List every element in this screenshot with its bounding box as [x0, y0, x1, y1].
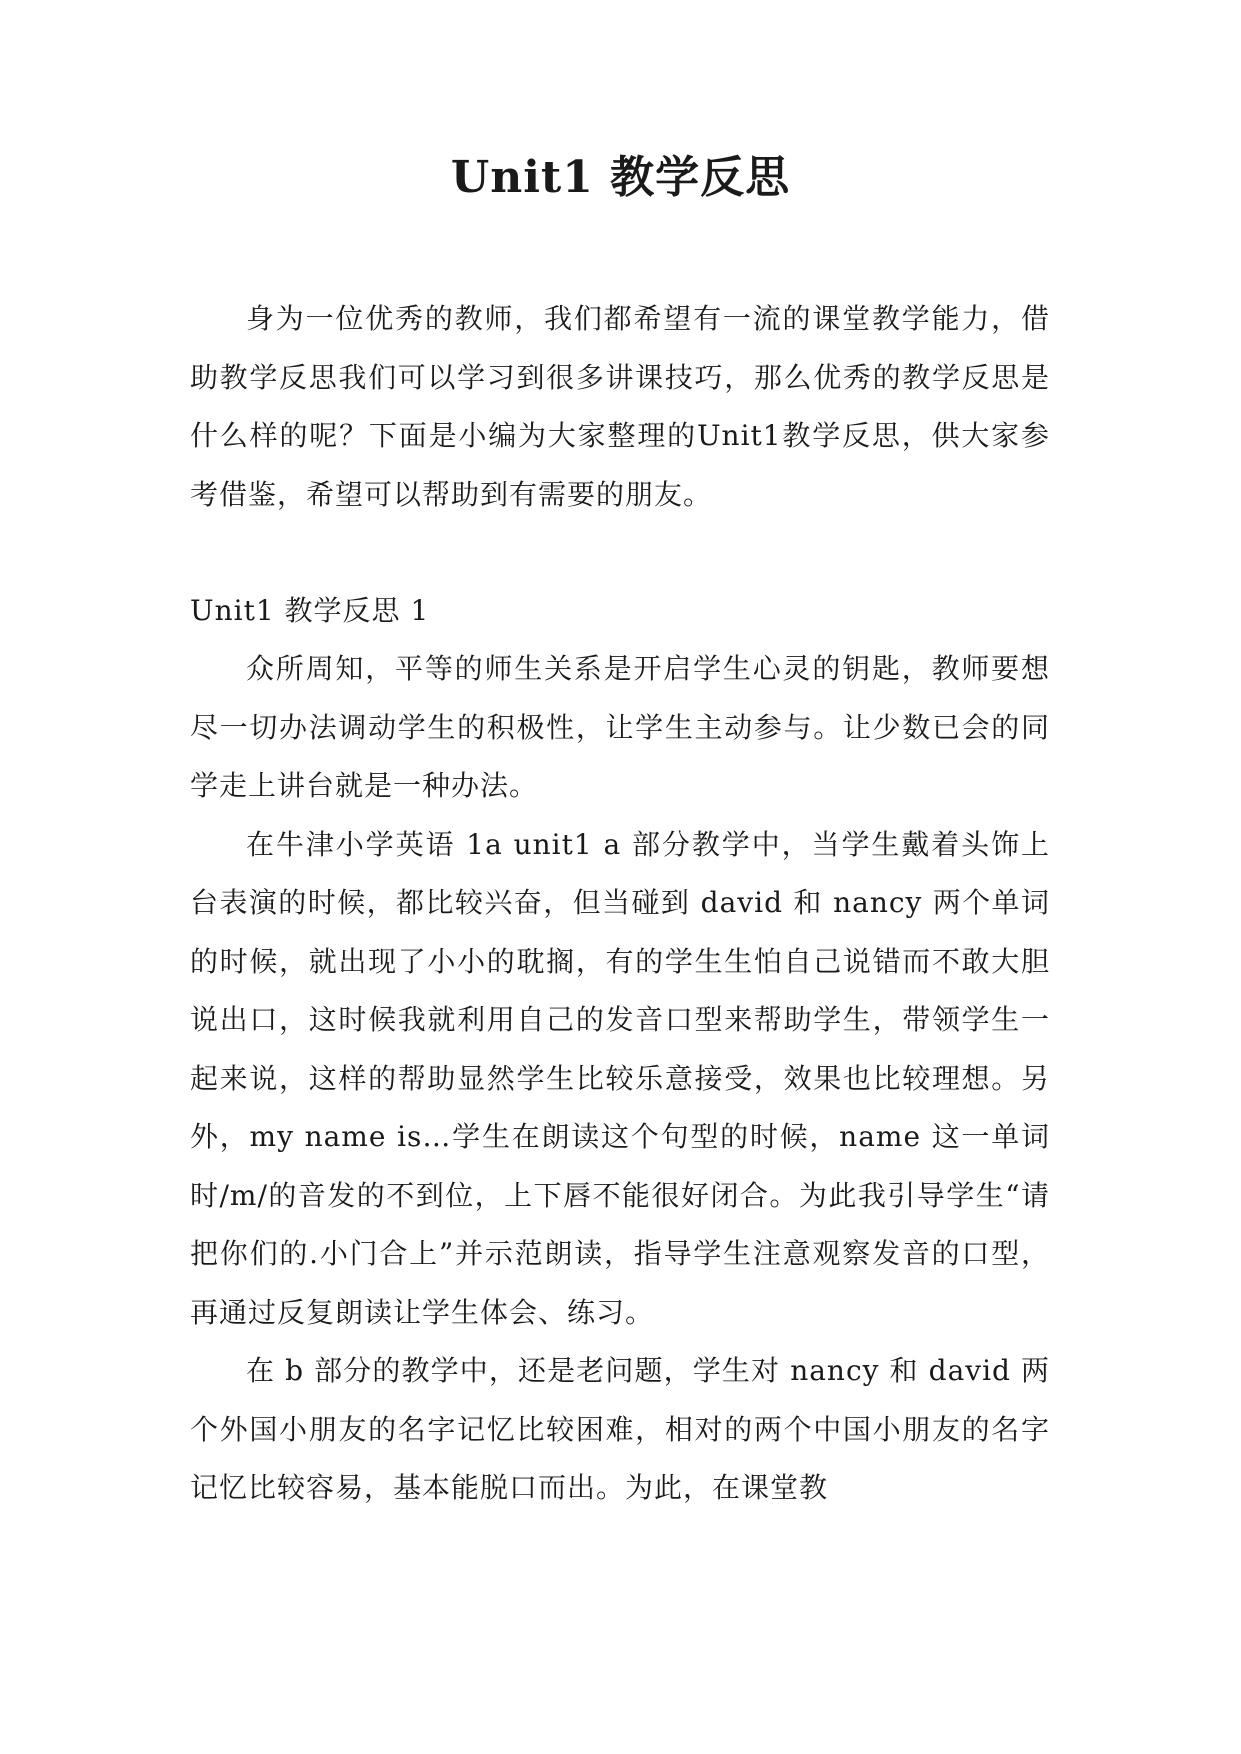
intro-paragraph: 身为一位优秀的教师，我们都希望有一流的课堂教学能力，借助教学反思我们可以学习到很多讲课技巧，那么优秀的教学反思是什么样的呢？下面是小编为大家整理的Unit1教学反思，供大家参考借鉴，希望可以帮助到有需要的朋友。	[190, 302, 1050, 511]
document-body	[190, 290, 1050, 1518]
document-title: Unit1 教学反思	[450, 152, 791, 203]
section-heading: Unit1 教学反思 1	[190, 594, 430, 627]
body-paragraph-2: 在牛津小学英语 1a unit1 a 部分教学中，当学生戴着头饰上台表演的时候，都比较兴奋，但当碰到 david 和 nancy 两个单词的时候，就出现了小小的耽搁，有的学生生怕自己说错而不敢大胆说出口，这时候我就利用自己的发音口型来帮助学生，带领学生一起来说，这样的帮助显然学生比较乐意接受，效果也比较理想。另外，my name is…学生在朗读这个句型的时候，name 这一单词时/m/的音发的不到位，上下唇不能很好闭合。为此我引导学生“请把你们的.小门合上”并示范朗读，指导学生注意观察发音的口型，再通过反复朗读让学生体会、练习。	[190, 827, 1050, 1329]
body-paragraph-3: 在 b 部分的教学中，还是老问题，学生对 nancy 和 david 两个外国小朋友的名字记忆比较困难，相对的两个中国小朋友的名字记忆比较容易，基本能脱口而出。为此，在课堂教	[190, 1354, 1050, 1504]
body-paragraph-1: 众所周知，平等的师生关系是开启学生心灵的钥匙，教师要想尽一切办法调动学生的积极性，让学生主动参与。让少数已会的同学走上讲台就是一种办法。	[190, 652, 1050, 802]
